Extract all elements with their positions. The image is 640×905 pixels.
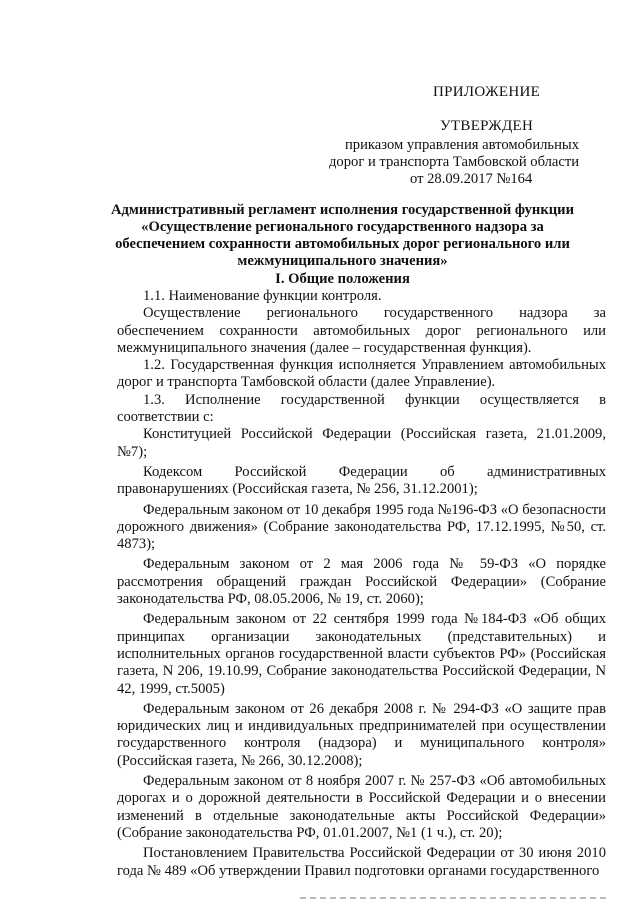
paragraph: Федеральным законом от 2 мая 2006 года № 59-ФЗ «О порядке рассмотрения обращений граждан Российской Федерации» (Собрание законодательства РФ, 08.05.2006, № 19, ст. 2060); [117,556,606,608]
paragraph: Конституцией Российской Федерации (Российская газета, 21.01.2009, №7); [117,426,606,460]
paragraph: 1.2. Государственная функция исполняется Управлением автомобильных дорог и транспорта Тамбовской области (далее Управление). [117,357,606,391]
paragraph: Осуществление регионального государственного надзора за обеспечением сохранности автомобильных дорог регионального или межмуниципального значения (далее – государственная функция). [117,305,606,356]
approved-label: УТВЕРЖДЕН [440,118,534,134]
document-title: Административный регламент исполнения государственной функции «Осуществление регионального государственного надзора за обеспечением сохранности автомобильных дорог регионального или межмуниципального значения» [111,202,574,269]
paragraph: Кодексом Российской Федерации об административных правонарушениях (Российская газета, № 256, 31.12.2001); [117,463,606,498]
order-line: дорог и транспорта Тамбовской области [329,154,580,170]
scan-edge-divider [300,897,610,899]
appendix-label: ПРИЛОЖЕНИЕ [433,84,541,100]
paragraph: Федеральным законом от 10 декабря 1995 года №196-ФЗ «О безопасности дорожного движения» (Собрание законодательства РФ, 17.12.1995, №50, ст. 4873); [117,501,606,553]
section-heading: I. Общие положения [275,271,410,287]
order-line: от 28.09.2017 №164 [410,171,533,187]
paragraph: Федеральным законом от 26 декабря 2008 г. № 294-ФЗ «О защите прав юридических лиц и индивидуальных предпринимателей при осуществлении государственного контроля (надзора) и муниципального контроля» (Российская газета, № 266, 30.12.2008); [117,700,606,769]
paragraph: Федеральным законом от 8 ноября 2007 г. № 257-ФЗ «Об автомобильных дорогах и о дорожной деятельности в Российской Федерации и о внесении изменений в отдельные законодательные акты Российской Федерации» (Собрание законодательства РФ, 01.01.2007, №1 (1 ч.), ст. 20); [117,773,606,841]
paragraph: Постановлением Правительства Российской Федерации от 30 июня 2010 года № 489 «Об утверждении Правил подготовки органами государственного [117,845,606,879]
order-line: приказом управления автомобильных [345,137,579,153]
paragraph: 1.1. Наименование функции контроля. [143,288,382,304]
paragraph: Федеральным законом от 22 сентября 1999 года №184-ФЗ «Об общих принципах организации законодательных (представительных) и исполнительных органов государственной власти субъектов РФ» (Российская газета, N 206, 19.10.99, Собрание законодательства Российской Федерации, N 42, 1999, ст.5005) [117,611,606,697]
paragraph: 1.3. Исполнение государственной функции осуществляется в соответствии с: [117,391,606,426]
document-body [117,288,606,880]
